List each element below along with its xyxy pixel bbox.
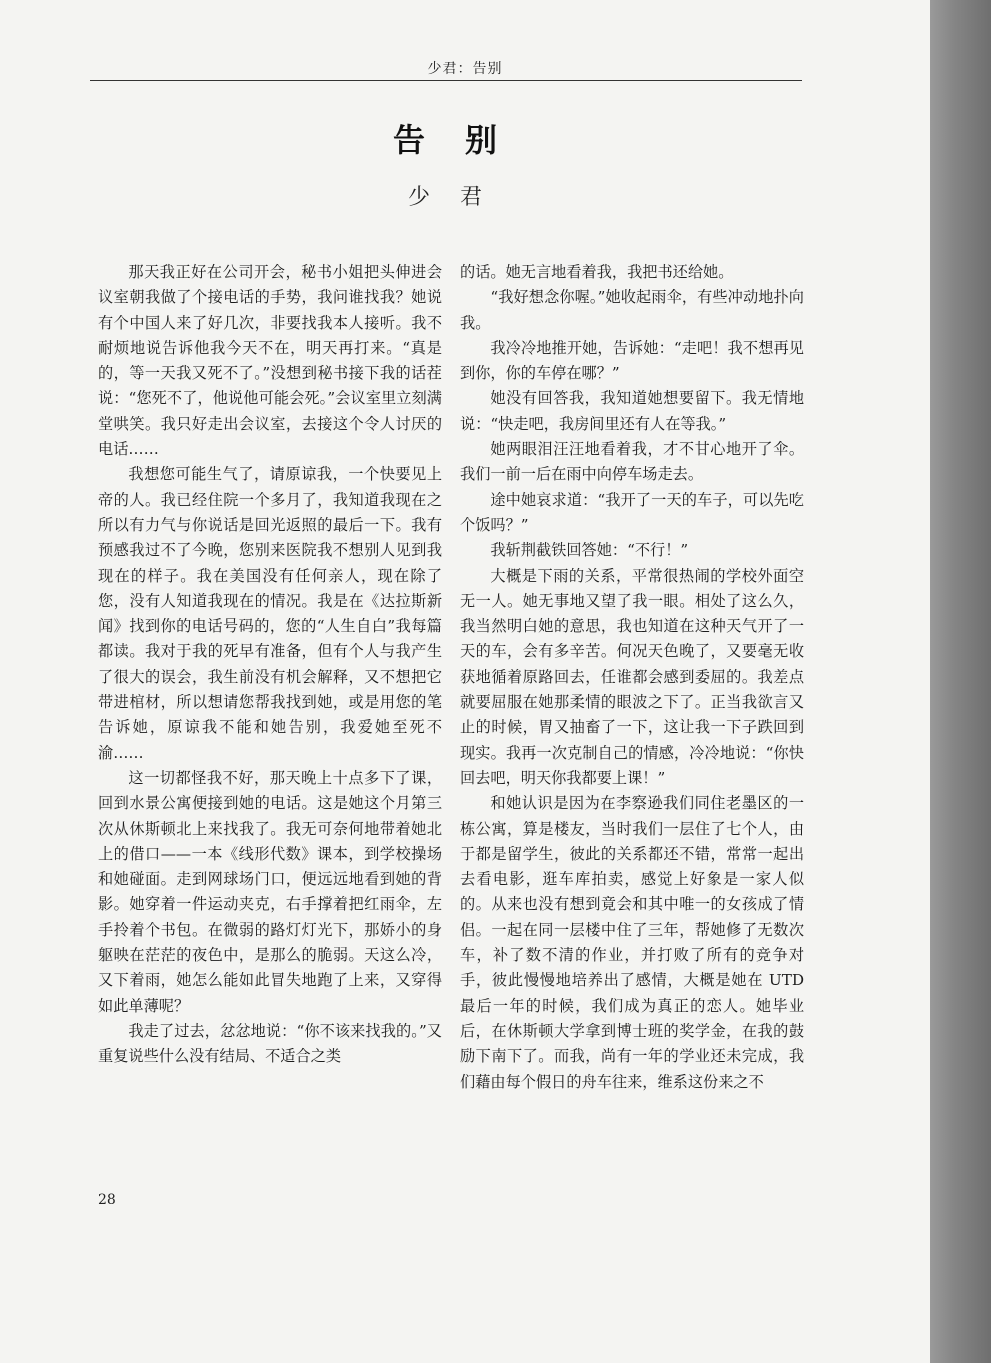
paragraph: 我冷冷地推开她，告诉她：“走吧！我不想再见到你，你的车停在哪？”: [460, 338, 804, 383]
scanner-background: [930, 0, 991, 1363]
paragraph: 我斩荆截铁回答她：“不行！”: [490, 541, 689, 560]
paragraph: 这一切都怪我不好，那天晚上十点多下了课，回到水景公寓便接到她的电话。这是她这个月第三次从休斯顿北上来找我了。我无可奈何地带着她北上的借口——一本《线形代数》课本，到学校操场和她碰面。走到网球场门口，便远远地看到她的背影。她穿着一件运动夹克，右手撑着把红雨伞，左手拎着个书包。在微弱的路灯灯光下，那娇小的身躯映在茫茫的夜色中，是那么的脆弱。天这么冷，又下着雨，她怎么能如此冒失地跑了上来，又穿得如此单薄呢？: [98, 768, 442, 1015]
paragraph: 大概是下雨的关系，平常很热闹的学校外面空无一人。她无事地又望了我一眼。相处了这么久，我当然明白她的意思，我也知道在这种天气开了一天的车，会有多辛苦。何况天色晚了，又要毫无收获地循着原路回去，任谁都会感到委屈的。我差点就要屈服在她那柔情的眼波之下了。正当我欲言又止的时候，胃又抽畜了一下，这让我一下子跌回到现实。我再一次克制自己的情感，冷冷地说：“你快回去吧，明天你我都要上课！”: [460, 566, 804, 787]
left-column: [98, 260, 442, 1070]
page-number: 28: [98, 1192, 116, 1208]
paragraph: 我想您可能生气了，请原谅我，一个快要见上帝的人。我已经住院一个多月了，我知道我现在之所以有力气与你说话是回光返照的最后一下。我有预感我过不了今晚，您别来医院我不想别人见到我现在的样子。我在美国没有任何亲人，现在除了您，没有人知道我现在的情况。我是在《达拉斯新闻》找到你的电话号码的，您的“人生自白”我每篇都读。我对于我的死早有准备，但有个人与我产生了很大的误会，我生前没有机会解释，又不想把它带进棺材，所以想请您帮我找到她，或是用您的笔告诉她，原谅我不能和她告别，我爱她至死不渝……: [98, 465, 442, 762]
paragraph: 途中她哀求道：“我开了一天的车子，可以先吃个饭吗？”: [460, 490, 804, 534]
paragraph: 我走了过去，忿忿地说：“你不该来找我的。”又重复说些什么没有结局、不适合之类: [98, 1021, 442, 1066]
running-header: 少君：告别: [427, 61, 503, 77]
paragraph: “我好想念你喔。”她收起雨伞，有些冲动地扑向我。: [460, 288, 804, 332]
paragraph: 她没有回答我，我知道她想要留下。我无情地说：“快走吧，我房间里还有人在等我。”: [460, 389, 804, 433]
article-author: 少君: [407, 185, 512, 210]
paragraph-continued: 的话。她无言地看着我，我把书还给她。: [460, 263, 734, 281]
header-rule: [90, 80, 802, 81]
right-column: [460, 260, 804, 1095]
article-title: 告别: [392, 121, 537, 159]
paragraph: 和她认识是因为在李察逊我们同住老墨区的一栋公寓，算是楼友，当时我们一层住了七个人，由于都是留学生，彼此的关系都还不错，常常一起出去看电影，逛车库拍卖，感觉上好象是一家人似的。从来也没有想到竟会和其中唯一的女孩成了情侣。一起在同一层楼中住了三年，帮她修了无数次车，补了数不清的作业，并打败了所有的竞争对手，彼此慢慢地培养出了感情，大概是她在 UTD 最后一年的时候，我们成为真正的恋人。她毕业后，在休斯顿大学拿到博士班的奖学金，在我的鼓励下南下了。而我，尚有一年的学业还未完成，我们藉由每个假日的舟车往来，维系这份来之不: [460, 794, 804, 1091]
paragraph: 那天我正好在公司开会，秘书小姐把头伸进会议室朝我做了个接电话的手势，我问谁找我？她说有个中国人来了好几次，非要找我本人接听。我不耐烦地说告诉他我今天不在，明天再打来。“真是的，等一天我又死不了。”没想到秘书接下我的话茬说：“您死不了，他说他可能会死。”会议室里立刻满堂哄笑。我只好走出会议室，去接这个令人讨厌的电话……: [98, 263, 442, 459]
paragraph: 她两眼泪汪汪地看着我，才不甘心地开了伞。我们一前一后在雨中向停车场走去。: [460, 440, 804, 484]
